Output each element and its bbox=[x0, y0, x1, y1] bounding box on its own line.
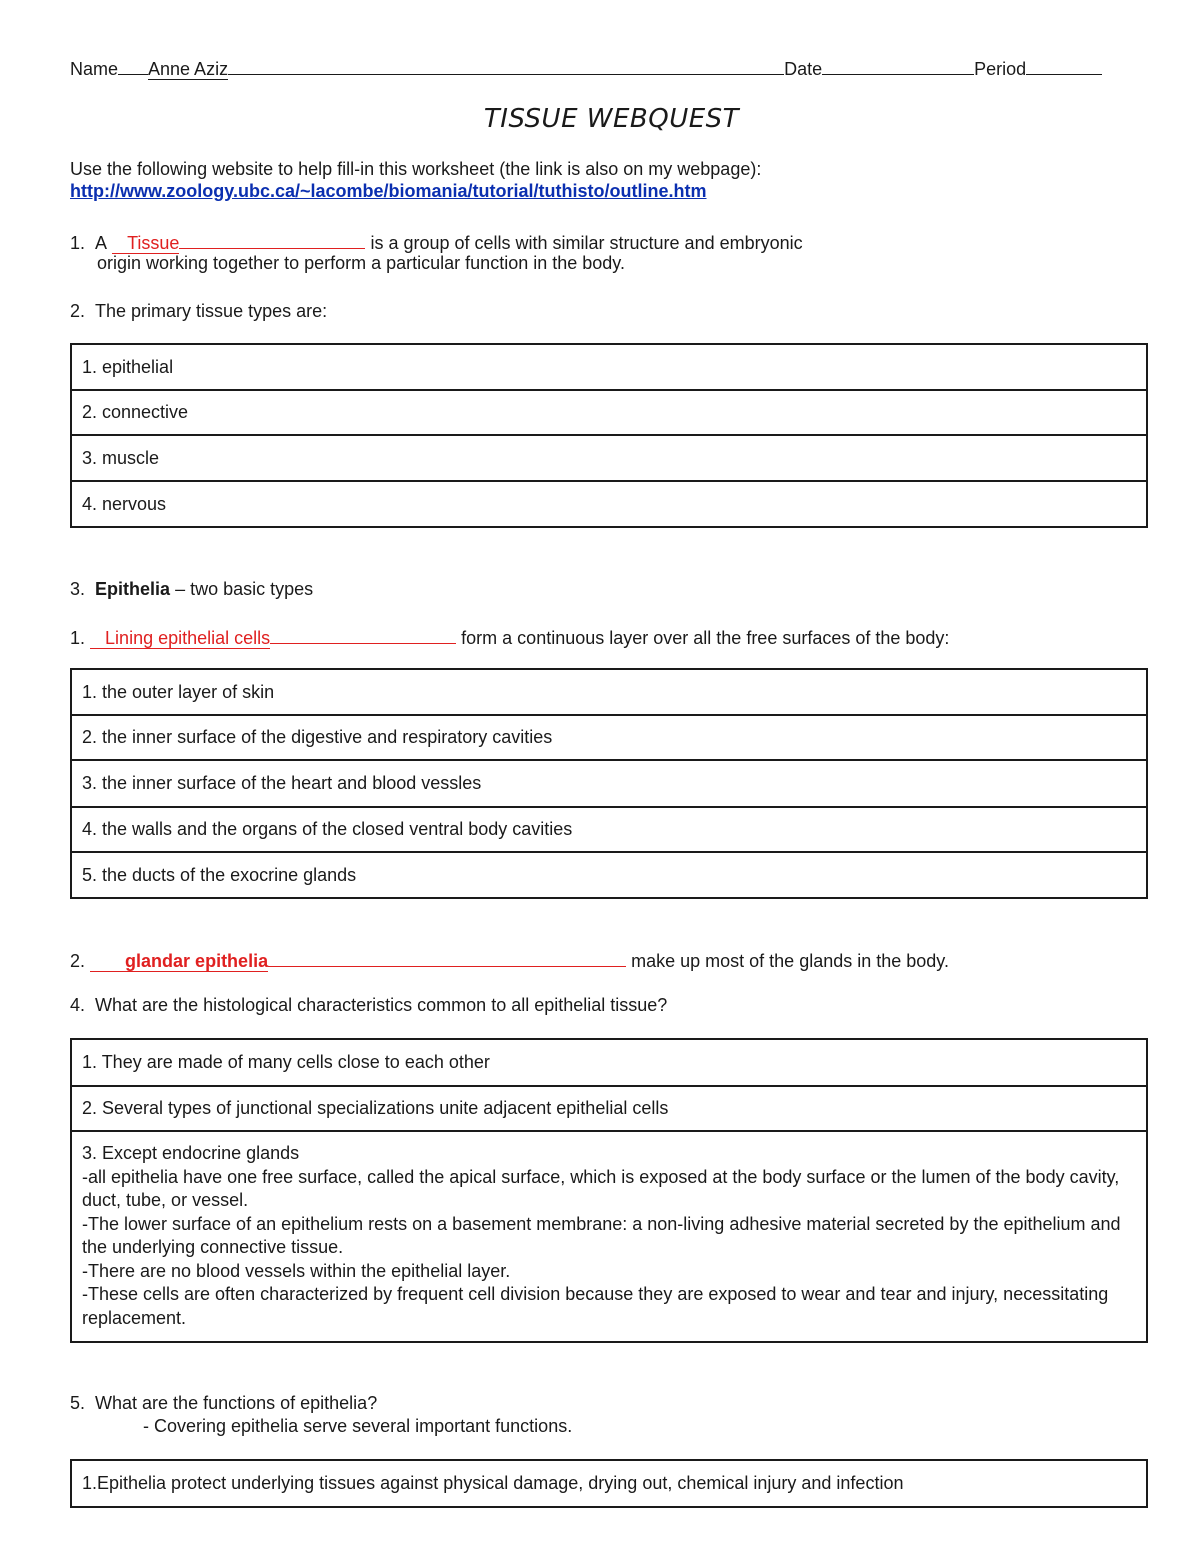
q1-number: 1. bbox=[70, 233, 86, 253]
q1-answer: Tissue bbox=[127, 233, 180, 253]
period-blank[interactable] bbox=[1026, 56, 1102, 75]
q4-answer-3-line-5: -These cells are often characterized by frequent cell division because they are exposed to wear and tear and injury, necessitating replacement. bbox=[82, 1284, 1109, 1328]
q4-answer-3-line-3: -The lower surface of an epithelium rests on a basement membrane: a non-living adhesive material secreted by the epithelium and the underlying connective tissue. bbox=[82, 1213, 1121, 1257]
q5-text: What are the functions of epithelia? bbox=[95, 1393, 378, 1413]
q2-text: The primary tissue types are: bbox=[95, 301, 328, 321]
q3-sub2 bbox=[70, 948, 949, 972]
q2-answer-2: 2. connective bbox=[82, 402, 189, 422]
q2-number: 2. bbox=[70, 301, 86, 321]
q3-answer-5: 5. the ducts of the exocrine glands bbox=[82, 864, 357, 885]
q1-answer-blank[interactable] bbox=[179, 230, 365, 249]
q4-answer-3-line-4: -There are no blood vessels within the epithelial layer. bbox=[82, 1260, 511, 1281]
q3-sub1-answer: Lining epithelial cells bbox=[105, 628, 271, 648]
q3-sub2-answer-field[interactable] bbox=[90, 951, 268, 972]
q5-number: 5. bbox=[70, 1393, 86, 1413]
question-2 bbox=[70, 301, 327, 322]
q3-number: 3. bbox=[70, 579, 86, 599]
name-label: Name bbox=[70, 59, 119, 79]
q4-text: What are the histological characteristics common to all epithelial tissue? bbox=[95, 995, 668, 1015]
table-row[interactable] bbox=[72, 1461, 1146, 1506]
q5-answer-table bbox=[70, 1459, 1148, 1508]
q3-sub2-blank[interactable] bbox=[268, 948, 626, 967]
q3-sub1-text: form a continuous layer over all the free surfaces of the body: bbox=[461, 628, 950, 648]
q2-answer-3: 3. muscle bbox=[82, 447, 160, 468]
date-label: Date bbox=[784, 59, 823, 79]
table-row[interactable] bbox=[72, 670, 1146, 716]
table-row[interactable] bbox=[72, 436, 1146, 482]
q3-sub1-number: 1. bbox=[70, 628, 86, 648]
table-row[interactable] bbox=[72, 853, 1146, 897]
table-row[interactable] bbox=[72, 345, 1146, 391]
q4-answer-3-line-2: -all epithelia have one free surface, called the apical surface, which is exposed at the body surface or the lumen of the body cavity, duct, tube, or vessel. bbox=[82, 1166, 1120, 1210]
table-row[interactable] bbox=[72, 1087, 1146, 1132]
q3-bold: Epithelia bbox=[95, 579, 171, 599]
q2-answer-1: 1. epithelial bbox=[82, 356, 174, 377]
q3-sub1 bbox=[70, 625, 949, 649]
table-row[interactable] bbox=[72, 1040, 1146, 1087]
q3-sub2-answer: glandar epithelia bbox=[125, 951, 269, 971]
q3-answer-4: 4. the walls and the organs of the closed ventral body cavities bbox=[82, 819, 573, 839]
q3-sub2-text: make up most of the glands in the body. bbox=[631, 951, 949, 971]
q3-answer-3: 3. the inner surface of the heart and blood vessles bbox=[82, 773, 482, 793]
table-row[interactable] bbox=[72, 391, 1146, 436]
name-blank[interactable] bbox=[228, 56, 784, 75]
q2-answer-4: 4. nervous bbox=[82, 493, 167, 514]
q3-sub2-number: 2. bbox=[70, 951, 86, 971]
table-row[interactable] bbox=[72, 716, 1146, 761]
intro-link[interactable]: http://www.zoology.ubc.ca/~lacombe/biomania/tutorial/tuthisto/outline.htm bbox=[70, 181, 707, 201]
q3-answer-1: 1. the outer layer of skin bbox=[82, 681, 275, 702]
q3-text: – two basic types bbox=[175, 579, 314, 599]
q4-answer-2: 2. Several types of junctional specializations unite adjacent epithelial cells bbox=[82, 1098, 669, 1118]
q4-answer-3-line-1: 3. Except endocrine glands bbox=[82, 1143, 300, 1163]
q4-answer-table bbox=[70, 1038, 1148, 1343]
q1-prefix: A bbox=[95, 233, 108, 253]
q4-answer-1: 1. They are made of many cells close to each other bbox=[82, 1052, 490, 1072]
table-row[interactable] bbox=[72, 1132, 1146, 1341]
question-4 bbox=[70, 995, 667, 1016]
page-title: TISSUE WEBQUEST bbox=[483, 104, 740, 134]
table-row[interactable] bbox=[72, 808, 1146, 853]
q3-sub1-blank[interactable] bbox=[270, 625, 456, 644]
q1-answer-field[interactable] bbox=[112, 233, 179, 254]
period-label: Period bbox=[974, 59, 1027, 79]
name-blank-lead bbox=[118, 56, 148, 75]
q3-answer-2: 2. the inner surface of the digestive and respiratory cavities bbox=[82, 727, 553, 747]
table-row[interactable] bbox=[72, 761, 1146, 808]
q5-answer-1: 1.Epithelia protect underlying tissues against physical damage, drying out, chemical injury and infection bbox=[82, 1473, 904, 1493]
date-blank[interactable] bbox=[822, 56, 974, 75]
table-row[interactable] bbox=[72, 482, 1146, 526]
question-3 bbox=[70, 579, 313, 600]
q1-text-b: origin working together to perform a particular function in the body. bbox=[97, 253, 625, 273]
q3-sub1-answer-field[interactable] bbox=[90, 628, 270, 649]
q3-answer-table bbox=[70, 668, 1148, 899]
question-5 bbox=[70, 1393, 377, 1414]
q1-text-a: is a group of cells with similar structure and embryonic bbox=[370, 233, 803, 253]
name-value[interactable]: Anne Aziz bbox=[148, 59, 229, 79]
q5-subtext: - Covering epithelia serve several important functions. bbox=[143, 1416, 573, 1436]
q2-answer-table bbox=[70, 343, 1148, 528]
header-line bbox=[70, 56, 1102, 80]
q4-number: 4. bbox=[70, 995, 86, 1015]
intro-text: Use the following website to help fill-in this worksheet (the link is also on my webpage): bbox=[70, 159, 762, 179]
question-1 bbox=[70, 230, 803, 254]
